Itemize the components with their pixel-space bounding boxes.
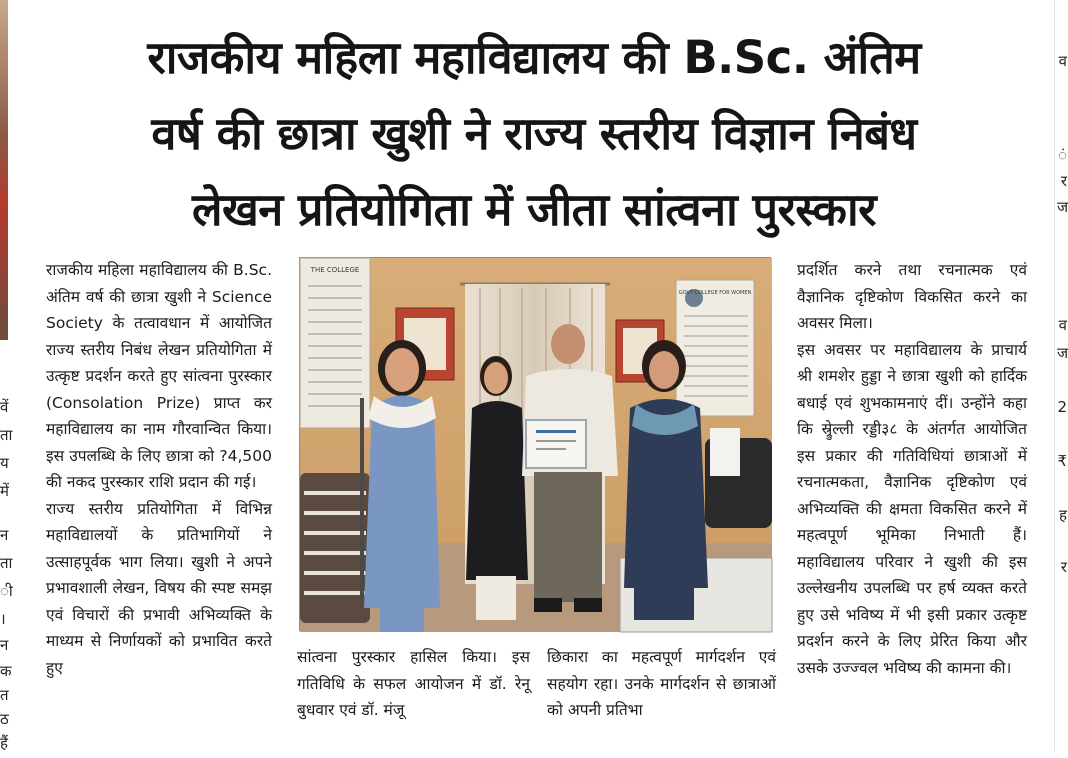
- right-fragment: र: [1060, 558, 1067, 576]
- article-paragraph: राजकीय महिला महाविद्यालय की B.Sc. अंतिम वर्ष की छात्रा खुशी ने Science Society के तत्वावधान में आयोजित राज्य स्तरीय निबंध लेखन प्रतियोगिता में उत्कृष्ट प्रदर्शन करते हुए सांत्वना पुरस्कार (Consolation Prize) प्राप्त कर महाविद्यालय का नाम गौरवान्वित किया। इस उपलब्धि के लिए छात्रा को ?4,500 की नकद पुरस्कार राशि प्रदान की गई।: [46, 261, 272, 491]
- left-fragment: क: [0, 662, 12, 680]
- article-paragraph: छिकारा का महत्वपूर्ण मार्गदर्शन एवं सहयोग रहा। उनके मार्गदर्शन से छात्राओं को अपनी प्रतिभा: [547, 648, 776, 719]
- left-fragment: ता: [0, 426, 13, 444]
- right-fragment: ज: [1057, 198, 1068, 216]
- adjacent-photo-fragment: [0, 0, 8, 340]
- article-column-3: [547, 644, 776, 724]
- left-fragment: ता: [0, 554, 13, 572]
- left-fragment: त: [0, 686, 9, 704]
- honour-board-right-heading: GOVT COLLEGE FOR WOMEN: [678, 290, 752, 296]
- article-paragraph: राज्य स्तरीय प्रतियोगिता में विभिन्न महाविद्यालयों के प्रतिभागियों ने उत्साहपूर्वक भाग लिया। खुशी ने अपने प्रभावशाली लेखन, विषय की स्पष्ट समझ एवं विचारों की प्रभावी अभिव्यक्ति के माध्यम से निर्णायकों को प्रभावित करते हुए: [46, 499, 272, 677]
- right-fragment: ₹: [1057, 452, 1067, 470]
- right-fragment: ज: [1057, 344, 1068, 362]
- award-photo-illustration: [300, 258, 772, 632]
- left-fragment: ी: [0, 582, 13, 600]
- article-paragraph: प्रदर्शित करने तथा रचनात्मक एवं वैज्ञानिक दृष्टिकोण विकसित करने का अवसर मिला।: [797, 261, 1027, 332]
- left-fragment: य: [0, 454, 9, 472]
- left-fragment: ।: [0, 610, 6, 628]
- left-fragment: न: [0, 526, 9, 544]
- adjacent-column-right: [1054, 0, 1067, 751]
- left-fragment: न: [0, 636, 9, 654]
- left-fragment: ठ: [0, 710, 9, 728]
- right-fragment: र: [1060, 172, 1067, 190]
- left-fragment: वें: [0, 398, 9, 416]
- article-column-4: [797, 257, 1027, 681]
- right-fragment: ं: [1058, 146, 1067, 164]
- right-fragment: व: [1058, 52, 1067, 70]
- adjacent-column-left: [0, 0, 12, 751]
- headline-line-2: वर्ष की छात्रा खुशी ने राज्य स्तरीय विज्ञान निबंध: [151, 107, 917, 160]
- headline: [50, 20, 1018, 248]
- article-column-2: [297, 644, 530, 724]
- right-fragment: व: [1058, 316, 1067, 334]
- right-fragment: ह: [1059, 506, 1067, 524]
- right-fragment: 2: [1057, 398, 1067, 416]
- honour-board-left-heading: THE COLLEGE: [310, 266, 360, 274]
- article-paragraph: इस अवसर पर महाविद्यालय के प्राचार्य श्री शमशेर हुड्डा ने छात्रा खुशी को हार्दिक बधाई एवं शुभकामनाएं दीं। उन्होंने कहा कि स्र्रुेल्ली रड्डी३८ के अंतर्गत आयोजित इस प्रकार की गतिविधियां छात्राओं में रचनात्मकता, वैज्ञानिक दृष्टिकोण एवं अभिव्यक्ति की क्षमता विकसित करने में महत्वपूर्ण भूमिका निभाती हैं। महाविद्यालय परिवार ने खुशी की इस उल्लेखनीय उपलब्धि पर हर्ष व्यक्त करते हुए उसे भविष्य में भी इसी प्रकार उत्कृष्ट प्रदर्शन करने के लिए प्रेरित किया और उसके उज्ज्वल भविष्य की कामना की।: [797, 340, 1027, 677]
- article-column-1: [46, 257, 272, 681]
- left-fragment: में: [0, 482, 9, 500]
- article-paragraph: सांत्वना पुरस्कार हासिल किया। इस गतिविधि के सफल आयोजन में डॉ. रेनू बुधवार एवं डॉ. मंजू: [297, 648, 530, 719]
- headline-line-1: राजकीय महिला महाविद्यालय की B.Sc. अंतिम: [147, 31, 921, 84]
- award-photo: [299, 257, 771, 631]
- headline-line-3: लेखन प्रतियोगिता में जीता सांत्वना पुरस्कार: [191, 183, 877, 236]
- left-fragment: हैं: [0, 734, 8, 752]
